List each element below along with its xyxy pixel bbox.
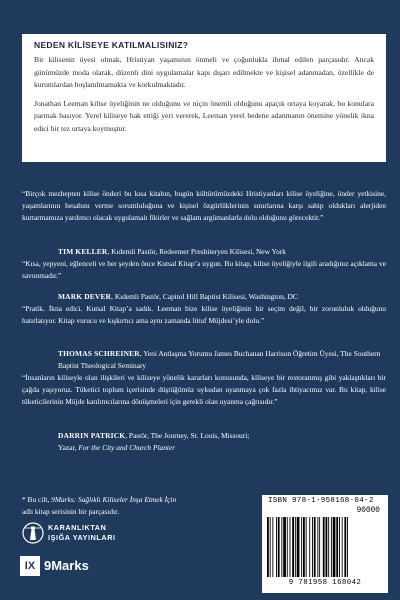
barcode-bar — [278, 517, 280, 577]
endorser-name: DARRIN PATRICK — [58, 431, 126, 440]
isbn-barcode — [262, 495, 388, 593]
endorser-title: , Yeni Antlaşma Yorumu James Buchanan Harrison Öğretim Üyesi, The Southern Baptist Theological Seminary — [58, 349, 381, 370]
barcode-bar — [301, 517, 302, 577]
barcode-bar — [287, 517, 288, 577]
barcode-bar — [272, 517, 273, 577]
endorser-title: , Kıdemli Pastör, Redeemer Presbiteryen Kilisesi, New York — [107, 247, 286, 256]
barcode-bar — [297, 517, 300, 577]
price-code: 90000 — [356, 507, 380, 515]
barcode-bar — [314, 517, 316, 577]
barcode-bars — [266, 517, 384, 577]
barcode-bar — [319, 517, 320, 577]
barcode-bar — [323, 517, 325, 577]
series-name: 9Marks: Sağlıklı Kiliseler İnşa Etmek İçin — [51, 495, 177, 504]
endorser-attribution — [58, 246, 388, 258]
endorsement-quote: “Pratik. İkna edici. Kutsal Kitap’a sadık. Leeman bize kilise üyeliğinin bir seçim değil, bir zorunluluk olduğunu hatırlatıyor. Kitap vurucu ve kışkırtıcı ama aynı zamanda lütuf Müjdesi’yle dolu.” — [22, 304, 386, 325]
summary-panel — [22, 34, 386, 162]
barcode-bar — [342, 517, 343, 577]
barcode-bar — [312, 517, 313, 577]
barcode-bar — [333, 517, 336, 577]
publisher-line-1: KARANLIKTAN — [48, 523, 107, 532]
panel-paragraph-2: Jonathan Leeman kilise üyeliğinin ne olduğunu ve niçin önemli olduğunu apaçık ortaya koyarak, bu konulara parmak basıyor. Yerel kiliseye hak ettiği yeri vererek, Leeman yerel bedene adanmanın önemine yönelik ikna edici bir tez ortaya koymuştur. — [34, 98, 374, 133]
barcode-bar — [339, 517, 340, 577]
endorser-attribution — [58, 430, 388, 454]
series-note-prefix: * Bu cilt, — [22, 495, 52, 504]
endorser-name: MARK DEVER — [58, 292, 112, 301]
ninemarks-badge: IX — [20, 556, 40, 576]
book-title: For the City and Church Planter — [78, 443, 176, 452]
barcode-bar — [306, 517, 307, 577]
intro-quote: “Birçok mezhepten kilise önderi bu kısa kitabın, bugün kültürümüzdeki Hristiyanları kilise üyeliğine, önder yetkisine, yaşamlarının hesabını verme sorumluluğuna ve kişisel özgürlüklerinin sınırlarına karşı sahip oldukları alerjiden kurtarmamıza yardımcı olacak uygulamalı fikirler ve sağlam argümanlarla dolu olduğunu görecektir.” — [22, 189, 386, 222]
publisher-line-2: IŞIĞA YAYINLARI — [48, 533, 116, 542]
panel-paragraph-1: Bir kilisenin üyesi olmak, Hristiyan yaşamının önmeli ve çoğunlukla ihmal edilen parçasıdır. Ancak günümüzde moda olarak, düzenli dini uygulamalar kapı dışarı edilmekte ve kişisel adanmadan, özellikle de kurumlardan hoşlanılmamakta ve korkulmaktadır. — [34, 55, 374, 89]
ninemarks-brand: 9Marks — [44, 558, 89, 573]
barcode-number: 9 781958 168042 — [288, 579, 362, 587]
barcode-bar — [347, 517, 348, 577]
endorser-name: THOMAS SCHREINER — [58, 349, 140, 358]
barcode-bar — [281, 517, 282, 577]
barcode-bar — [267, 517, 269, 577]
endorser-name: TIM KELLER — [58, 247, 108, 256]
endorsement-quote: “Kısa, yepyeni, eğlenceli ve her şeyden önce Kutsal Kitap’a uygun. Bu kitap, kilise üyeliğiyle ilgili aradığınız açıklama ve savunmadır.” — [22, 259, 386, 280]
publisher-logo — [22, 520, 132, 548]
lighthouse-icon — [22, 522, 44, 544]
endorsement-quote: “İnsanların kiliseyle olan ilişkileri ve kiliseye yönelik kararları konusunda, kiliseye bir restoranmış gibi yaklaştıkları bir çağda yaşıyoruz. Tüketici toplum içerisinde düştüğümüz uykudan uyanmaya çok fazla ihtiyacımız var. Bu kitap, kilise tüketicilerinin Müjde katılımcılarına dönüşmeleri için gerekli olan uyanma çağrısıdır.” — [22, 373, 386, 406]
barcode-bar — [309, 517, 310, 577]
barcode-bar — [303, 517, 305, 577]
barcode-bar — [270, 517, 271, 577]
endorser-attribution — [58, 348, 388, 372]
endorser-title-2: Yazar, — [58, 443, 79, 452]
ninemarks-logo — [20, 556, 120, 576]
panel-heading: NEDEN KİLİSEYE KATILMALISINIZ? — [34, 40, 189, 50]
endorser-title: , Kıdemli Pastör, Capitol Hill Baptist Kilisesi, Washington, DC — [111, 292, 298, 301]
barcode-bar — [328, 517, 329, 577]
series-note — [22, 494, 252, 518]
barcode-bar — [276, 517, 277, 577]
publisher-name — [48, 523, 116, 543]
endorser-title: , Pastör, The Journey, St. Louis, Missouri; — [125, 431, 250, 440]
barcode-bar — [295, 517, 296, 577]
barcode-bar — [336, 517, 338, 577]
barcode-bar — [326, 517, 328, 577]
barcode-bar — [292, 517, 294, 577]
endorser-attribution — [58, 291, 388, 303]
barcode-bar — [283, 517, 286, 577]
series-note-suffix: adlı kitap serisinin bir parçasıdır. — [22, 507, 120, 516]
barcode-bar — [344, 517, 346, 577]
barcode-bar — [331, 517, 332, 577]
barcode-bar — [290, 517, 291, 577]
isbn-label: ISBN 978-1-958168-04-2 — [268, 497, 374, 505]
barcode-bar — [317, 517, 318, 577]
